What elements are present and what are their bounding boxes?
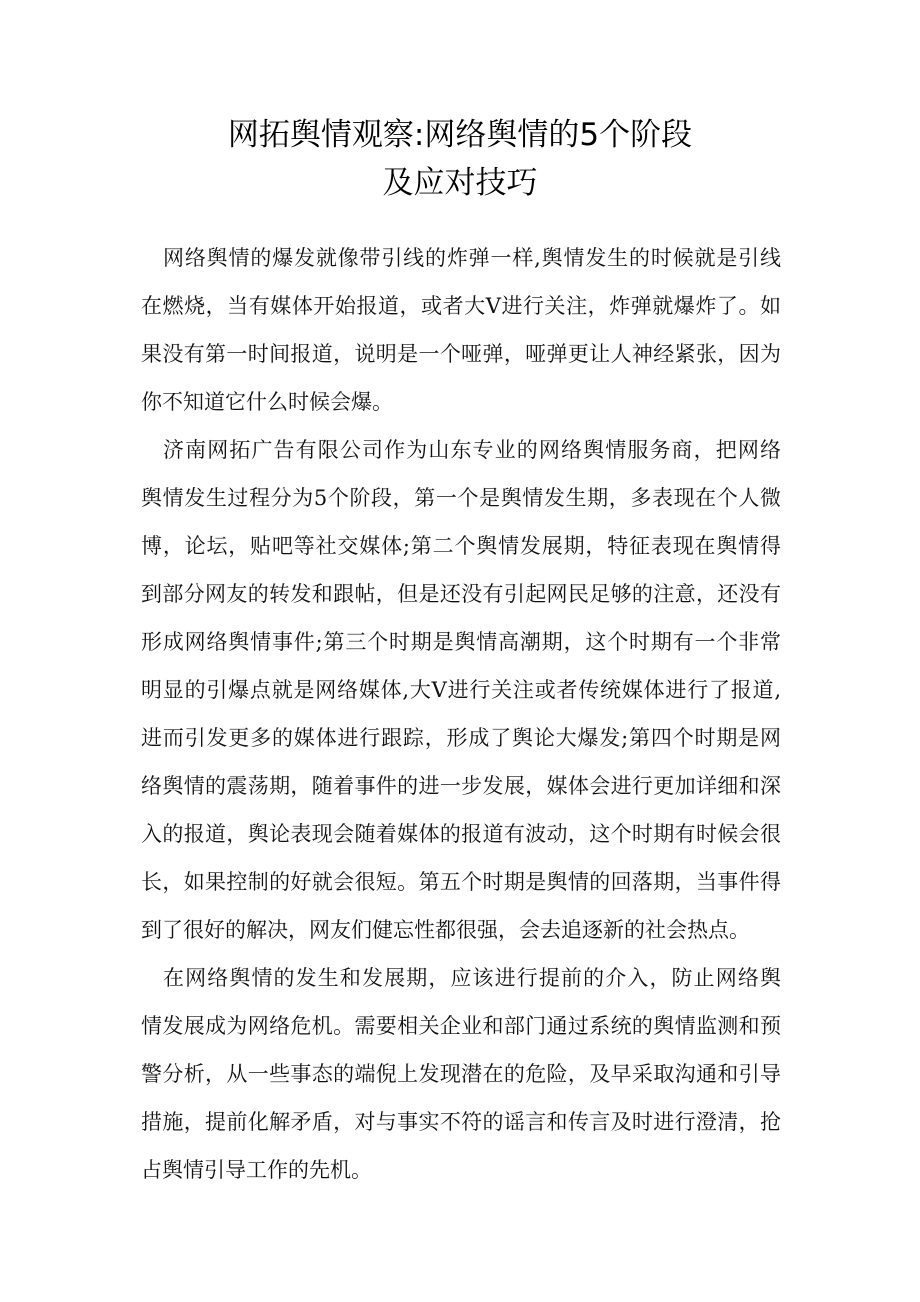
paragraph: [141, 234, 781, 426]
paragraph-line: 舆情发生过程分为5个阶段，第一个是舆情发生期，多表现在个人微: [141, 486, 781, 510]
paragraph-line: 明显的引爆点就是网络媒体,大V进行关注或者传统媒体进行了报道,: [141, 678, 781, 702]
paragraph-line: 在燃烧，当有媒体开始报道，或者大V进行关注，炸弹就爆炸了。如: [141, 294, 781, 318]
paragraph-line: 措施，提前化解矛盾，对与事实不符的谣言和传言及时进行澄清，抢: [141, 1110, 781, 1134]
paragraph-line: 到了很好的解决，网友们健忘性都很强，会去追逐新的社会热点。: [141, 918, 750, 942]
paragraph-line: 情发展成为网络危机。需要相关企业和部门通过系统的舆情监测和预: [141, 1014, 781, 1038]
document-title-line-2: 及应对技巧: [382, 165, 538, 201]
paragraph-line: 络舆情的震荡期，随着事件的进一步发展，媒体会进行更加详细和深: [141, 774, 781, 798]
paragraph-line: 形成网络舆情事件;第三个时期是舆情高潮期，这个时期有一个非常: [141, 630, 781, 654]
paragraph-line: 网络舆情的爆发就像带引线的炸弹一样,舆情发生的时候就是引线: [163, 246, 781, 270]
paragraph-line: 入的报道，舆论表现会随着媒体的报道有波动，这个时期有时候会很: [141, 822, 781, 846]
paragraph-line: 长，如果控制的好就会很短。第五个时期是舆情的回落期，当事件得: [141, 870, 781, 894]
paragraph-line: 博，论坛，贴吧等社交媒体;第二个舆情发展期，特征表现在舆情得: [141, 534, 781, 558]
paragraph-line: 到部分网友的转发和跟帖，但是还没有引起网民足够的注意，还没有: [141, 582, 781, 606]
paragraph-line: 果没有第一时间报道，说明是一个哑弹，哑弹更让人神经紧张，因为: [141, 342, 781, 366]
paragraph: [141, 954, 781, 1194]
paragraph: [141, 426, 781, 954]
paragraph-line: 进而引发更多的媒体进行跟踪，形成了舆论大爆发;第四个时期是网: [141, 726, 781, 750]
paragraph-line: 警分析，从一些事态的端倪上发现潜在的危险，及早采取沟通和引导: [141, 1062, 781, 1086]
document-title-line-1: 网拓舆情观察:网络舆情的5个阶段: [227, 117, 693, 153]
paragraph-line: 济南网拓广告有限公司作为山东专业的网络舆情服务商，把网络: [163, 438, 781, 462]
document-body: [141, 234, 781, 1194]
paragraph-line: 在网络舆情的发生和发展期，应该进行提前的介入，防止网络舆: [163, 966, 781, 990]
paragraph-line: 占舆情引导工作的先机。: [141, 1158, 372, 1182]
paragraph-line: 你不知道它什么时候会爆。: [141, 390, 393, 414]
